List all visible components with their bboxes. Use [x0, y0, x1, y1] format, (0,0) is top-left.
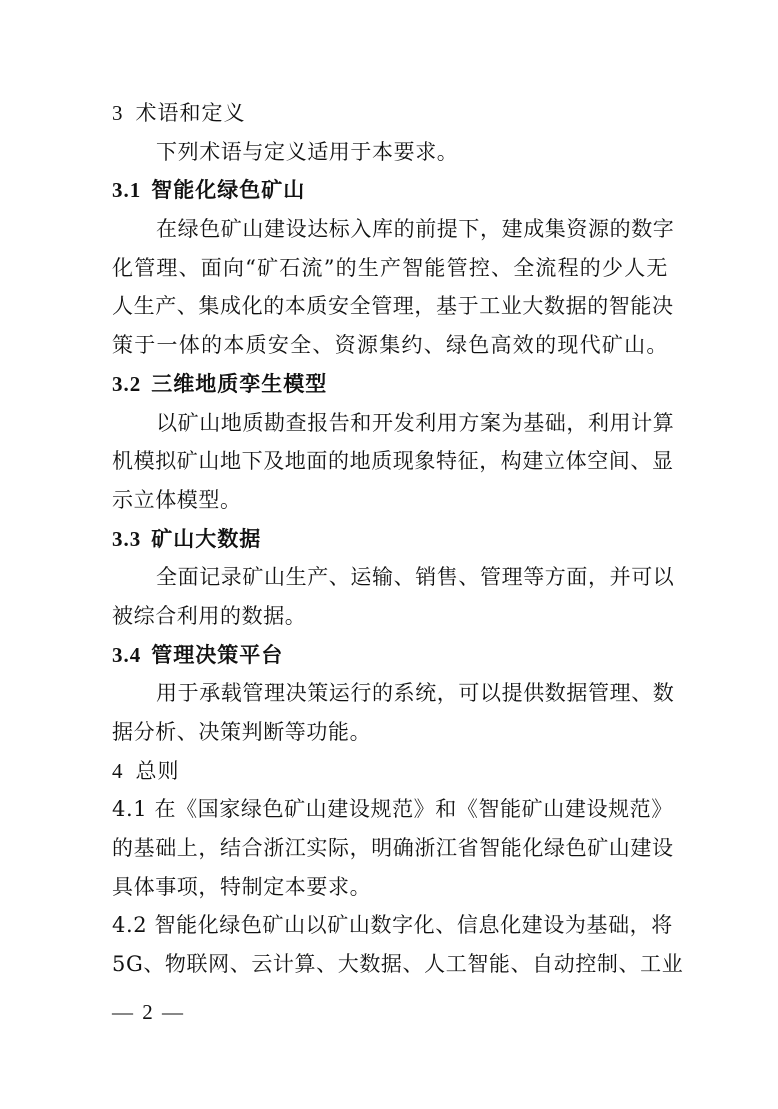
paragraph-line: 5G、物联网、云计算、大数据、人工智能、自动控制、工业 [112, 952, 684, 977]
section-3-1-heading: 3.1 智能化绿色矿山 [112, 177, 306, 203]
paragraph-line: 在绿色矿山建设达标入库的前提下，建成集资源的数字 [156, 217, 675, 242]
paragraph-line: 示立体模型。 [112, 487, 242, 512]
paragraph-line: 4.2 智能化绿色矿山以矿山数字化、信息化建设为基础，将 [112, 913, 673, 938]
paragraph-line: 化管理、面向“矿石流”的生产智能管控、全流程的少人无 [112, 255, 668, 280]
paragraph-line: 全面记录矿山生产、运输、销售、管理等方面，并可以 [156, 565, 675, 590]
paragraph-line: 具体事项，特制定本要求。 [112, 874, 372, 899]
section-3-2-heading: 3.2 三维地质孪生模型 [112, 370, 328, 396]
paragraph-line: 据分析、决策判断等功能。 [112, 720, 372, 744]
page-number: — 2 — [112, 1000, 185, 1024]
paragraph-line: 策于一体的本质安全、资源集约、绿色高效的现代矿山。 [112, 333, 668, 358]
paragraph-line: 以矿山地质勘查报告和开发利用方案为基础，利用计算 [156, 410, 675, 435]
section-3-3-heading: 3.3 矿山大数据 [112, 525, 262, 551]
paragraph-line: 机模拟矿山地下及地面的地质现象特征，构建立体空间、显 [112, 449, 674, 474]
section-3-intro: 下列术语与定义适用于本要求。 [156, 139, 459, 164]
page-content [112, 94, 684, 984]
section-3-heading: 3 术语和定义 [112, 101, 246, 125]
section-3-4-heading: 3.4 管理决策平台 [112, 641, 284, 667]
paragraph-line: 人生产、集成化的本质安全管理，基于工业大数据的智能决 [112, 294, 674, 319]
paragraph-line: 4.1 在《国家绿色矿山建设规范》和《智能矿山建设规范》 [112, 797, 673, 822]
paragraph-line: 用于承载管理决策运行的系统，可以提供数据管理、数 [156, 681, 675, 706]
section-4-heading: 4 总则 [112, 758, 180, 783]
paragraph-line: 的基础上，结合浙江实际，明确浙江省智能化绿色矿山建设 [112, 836, 674, 861]
paragraph-line: 被综合利用的数据。 [112, 603, 307, 628]
